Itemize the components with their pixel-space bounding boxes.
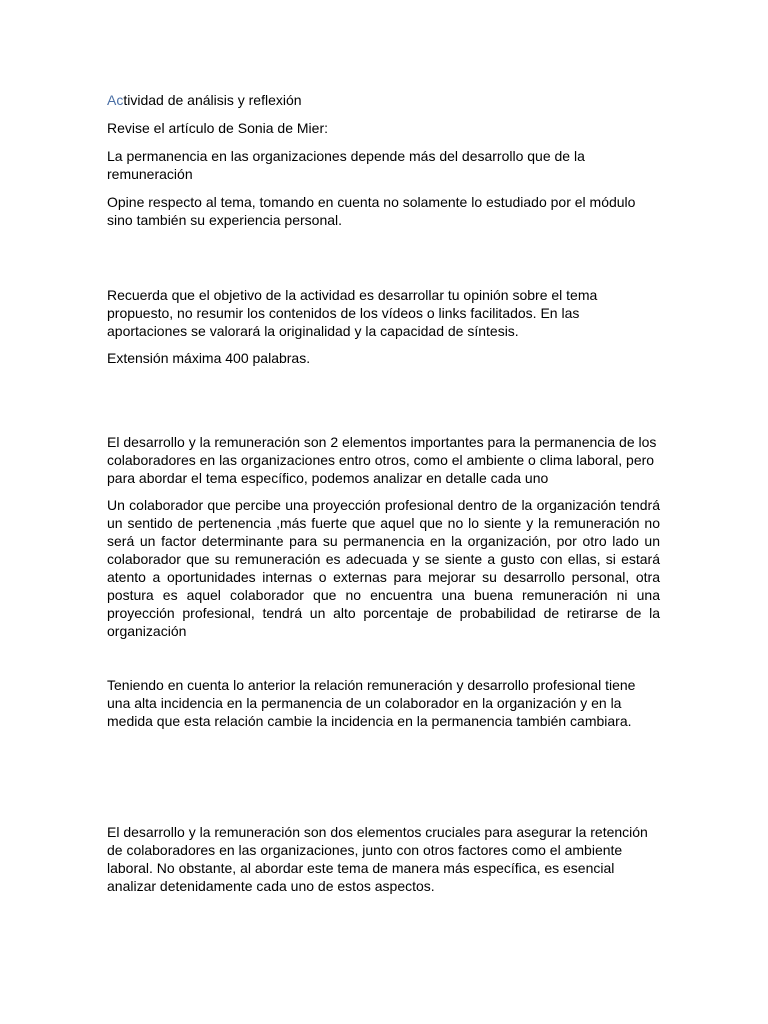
activity-title <box>107 91 660 109</box>
colaborador-paragraph: Un colaborador que percibe una proyección profesional dentro de la organización tendrá un sentido de pertenencia ,más fuerte que aquel que no lo siente y la remuneración no será un factor determinante para su permanencia en la organización, por otro lado un colaborador que su remuneración es adecuada y se siente a gusto con ellas, si estará atento a oportunidades internas o externas para mejorar su desarrollo personal, otra postura es aquel colaborador que no encuentra una buena remuneración ni una proyección profesional, tendrá un alto porcentaje de probabilidad de retirarse de la organización <box>107 497 660 639</box>
teniendo-paragraph: Teniendo en cuenta lo anterior la relación remuneración y desarrollo profesional tiene una alta incidencia en la permanencia de un colaborador en la organización y en la medida que esta relación cambie la incidencia en la permanencia también cambiara. <box>107 677 636 729</box>
activity-title-accent: Ac <box>107 92 124 108</box>
revise-paragraph: Revise el artículo de Sonia de Mier: <box>107 120 328 136</box>
extension-paragraph: Extensión máxima 400 palabras. <box>107 350 311 366</box>
article-title-paragraph: La permanencia en las organizaciones depende más del desarrollo que de la remuneración <box>107 148 585 182</box>
recuerda-paragraph: Recuerda que el objetivo de la actividad es desarrollar tu opinión sobre el tema propuesto, no resumir los contenidos de los vídeos o links facilitados. En las aportaciones se valorará la originalidad y la capacidad de síntesis. <box>107 287 598 339</box>
desarrollo-conclusion-paragraph: El desarrollo y la remuneración son dos elementos cruciales para asegurar la retención de colaboradores en las organizaciones, junto con otros factores como el ambiente laboral. No obstante, al abordar este tema de manera más específica, es esencial analizar detenidamente cada uno de estos aspectos. <box>107 824 648 894</box>
activity-title-rest: tividad de análisis y reflexión <box>123 92 302 108</box>
opine-paragraph: Opine respecto al tema, tomando en cuenta no solamente lo estudiado por el módulo sino también su experiencia personal. <box>107 194 636 228</box>
desarrollo-intro-paragraph: El desarrollo y la remuneración son 2 elementos importantes para la permanencia de los colaboradores en las organizaciones entro otros, como el ambiente o clima laboral, pero para abordar el tema específico, podemos analizar en detalle cada uno <box>107 434 657 486</box>
